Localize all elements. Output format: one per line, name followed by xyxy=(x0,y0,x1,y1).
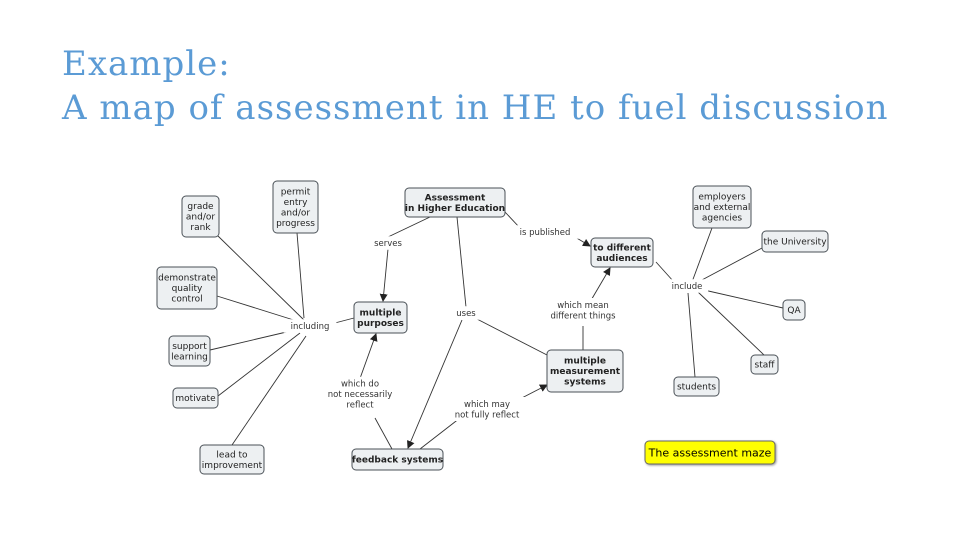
node-label: and external xyxy=(693,203,751,214)
connector-line xyxy=(420,418,460,449)
link-label-text: not fully reflect xyxy=(454,410,520,421)
node-label: lead to xyxy=(216,450,248,461)
link-label-text: which mean xyxy=(557,300,609,311)
concept-node-students xyxy=(674,377,719,396)
node-label: QA xyxy=(787,306,801,317)
node-label: control xyxy=(171,294,203,305)
link-label-include xyxy=(666,279,708,293)
connector-line xyxy=(590,268,610,302)
concept-node-lead xyxy=(200,445,264,474)
node-label: audiences xyxy=(596,253,648,264)
node-label: support xyxy=(172,341,207,352)
link-label-text: serves xyxy=(374,239,402,249)
node-label: learning xyxy=(171,352,208,363)
concept-node-grade xyxy=(182,196,219,237)
node-label: motivate xyxy=(175,394,216,405)
concept-node-university xyxy=(762,231,828,252)
concept-node-audiences xyxy=(591,238,653,267)
node-label: entry xyxy=(283,197,308,208)
concept-node-quality xyxy=(157,267,217,309)
node-label: employers xyxy=(698,192,746,203)
node-label: students xyxy=(676,382,717,393)
node-label: agencies xyxy=(701,213,743,224)
link-label-uses xyxy=(453,306,480,320)
concept-node-employers xyxy=(693,186,751,228)
node-label: measurement xyxy=(549,367,621,378)
concept-node-assessment xyxy=(405,188,505,217)
node-label: in Higher Education xyxy=(404,203,506,214)
link-label-text: is published xyxy=(519,228,571,238)
link-label-including xyxy=(284,319,337,333)
node-label: feedback systems xyxy=(351,455,444,466)
link-label-which-do xyxy=(318,377,402,412)
link-label-text: not necessarily xyxy=(327,390,393,400)
link-label-text: reflect xyxy=(346,400,374,411)
node-label: grade xyxy=(187,202,214,213)
node-label: Assessment xyxy=(424,193,486,204)
link-label-text: different things xyxy=(550,311,616,322)
node-label: staff xyxy=(754,360,775,371)
connector-line xyxy=(688,293,695,377)
connector-line xyxy=(218,333,300,396)
node-label: systems xyxy=(564,377,606,388)
connector-line xyxy=(692,228,712,282)
concept-node-motivate xyxy=(173,388,218,408)
link-label-serves xyxy=(369,236,406,250)
connector-line xyxy=(700,248,762,281)
connector-line xyxy=(218,236,305,321)
connector-line xyxy=(408,320,462,448)
link-label-which-mean xyxy=(538,298,627,322)
concept-node-feedback xyxy=(352,449,443,470)
concept-node-support xyxy=(169,336,210,366)
concept-node-permit xyxy=(273,181,318,233)
node-label: purposes xyxy=(357,318,404,329)
connector-line xyxy=(388,217,430,237)
link-label-text: which do xyxy=(340,379,380,390)
node-label: to different xyxy=(593,243,651,254)
node-label: rank xyxy=(190,223,211,234)
node-label: The assessment maze xyxy=(648,446,772,460)
node-label: multiple xyxy=(359,308,402,319)
nodes xyxy=(157,181,828,474)
node-label: demonstrate xyxy=(158,273,216,284)
connector-line xyxy=(217,296,300,322)
connector-line xyxy=(656,262,674,282)
link-label-published xyxy=(511,225,579,239)
link-label-text: include xyxy=(671,282,703,292)
connector-line xyxy=(457,217,466,307)
link-label-text: including xyxy=(290,322,330,332)
concept-node-multiple-purposes xyxy=(354,302,407,333)
node-label: and/or xyxy=(185,212,216,223)
node-label: progress xyxy=(276,218,315,229)
slide-title-line-2: A map of assessment in HE to fuel discussion xyxy=(62,88,889,128)
concept-node-qa xyxy=(783,300,805,320)
node-label: and/or xyxy=(280,208,311,219)
slide-title-line-1: Example: xyxy=(62,44,231,84)
node-label: permit xyxy=(280,187,311,198)
connector-line xyxy=(383,249,388,301)
connector-line xyxy=(297,233,304,318)
link-label-which-may xyxy=(440,397,534,421)
node-label: multiple xyxy=(564,356,606,367)
node-label: improvement xyxy=(201,460,263,471)
concept-node-measurement xyxy=(547,350,623,392)
concept-node-staff xyxy=(751,355,778,374)
link-label-text: uses xyxy=(456,309,476,319)
node-label: the University xyxy=(763,237,827,248)
concept-node-maze xyxy=(645,441,775,464)
connector-line xyxy=(232,336,306,445)
link-label-text: which may xyxy=(464,399,510,410)
connector-line xyxy=(375,418,392,449)
connector-line xyxy=(358,334,376,384)
connector-line xyxy=(704,290,783,308)
node-label: quality xyxy=(171,284,203,295)
connector-line xyxy=(475,318,547,355)
